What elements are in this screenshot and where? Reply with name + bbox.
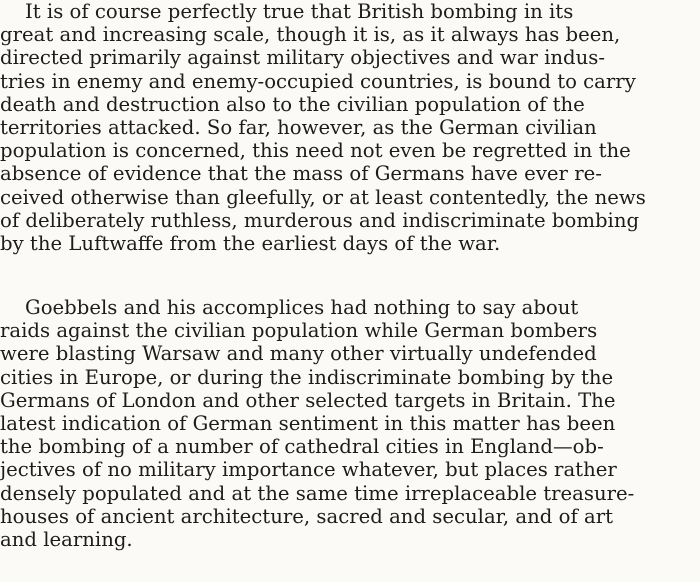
paragraph-2-line-1: Goebbels and his accomplices had nothing to say about: [0, 295, 579, 319]
paragraph-2-line-7: the bombing of a number of cathedral cities in England—ob-: [0, 434, 604, 459]
paragraph-1-line-1: It is of course perfectly true that British bombing in its: [0, 0, 574, 23]
paragraph-1-line-6: territories attacked. So far, however, as the German civilian: [0, 114, 597, 139]
paragraph-2-line-8: jectives of no military importance whatever, but places rather: [0, 457, 617, 482]
paragraph-2-line-4: cities in Europe, or during the indiscriminate bombing by the: [0, 364, 614, 389]
paragraph-1-line-4: tries in enemy and enemy-occupied countries, is bound to carry: [0, 68, 636, 93]
paragraph-1-line-10: of deliberately ruthless, murderous and indiscriminate bombing: [0, 207, 640, 232]
paragraph-1-line-3: directed primarily against military objectives and war indus-: [0, 45, 606, 70]
paragraph-1-line-11: by the Luftwaffe from the earliest days of the war.: [0, 230, 501, 255]
paragraph-2-line-10: houses of ancient architecture, sacred and secular, and of art: [0, 503, 613, 528]
paragraph-1: [0, 0, 700, 255]
paragraph-2-line-3: were blasting Warsaw and many other virtually undefended: [0, 341, 597, 366]
paragraph-2-line-2: raids against the civilian population while German bombers: [0, 318, 598, 343]
paragraph-1-line-7: population is concerned, this need not even be regretted in the: [0, 138, 631, 163]
paragraph-1-line-5: death and destruction also to the civilian population of the: [0, 91, 585, 116]
paragraph-1-line-8: absence of evidence that the mass of Germans have ever re-: [0, 161, 602, 186]
paragraph-1-line-2: great and increasing scale, though it is, as it always has been,: [0, 22, 621, 47]
paragraph-1-line-9: ceived otherwise than gleefully, or at least contentedly, the news: [0, 184, 646, 209]
paragraph-2-line-6: latest indication of German sentiment in this matter has been: [0, 410, 616, 435]
paragraph-2: [0, 296, 700, 551]
paragraph-2-line-5: Germans of London and other selected targets in Britain. The: [0, 387, 616, 412]
paragraph-2-line-11: and learning.: [0, 526, 133, 551]
paragraph-2-line-9: densely populated and at the same time irreplaceable treasure-: [0, 480, 635, 505]
